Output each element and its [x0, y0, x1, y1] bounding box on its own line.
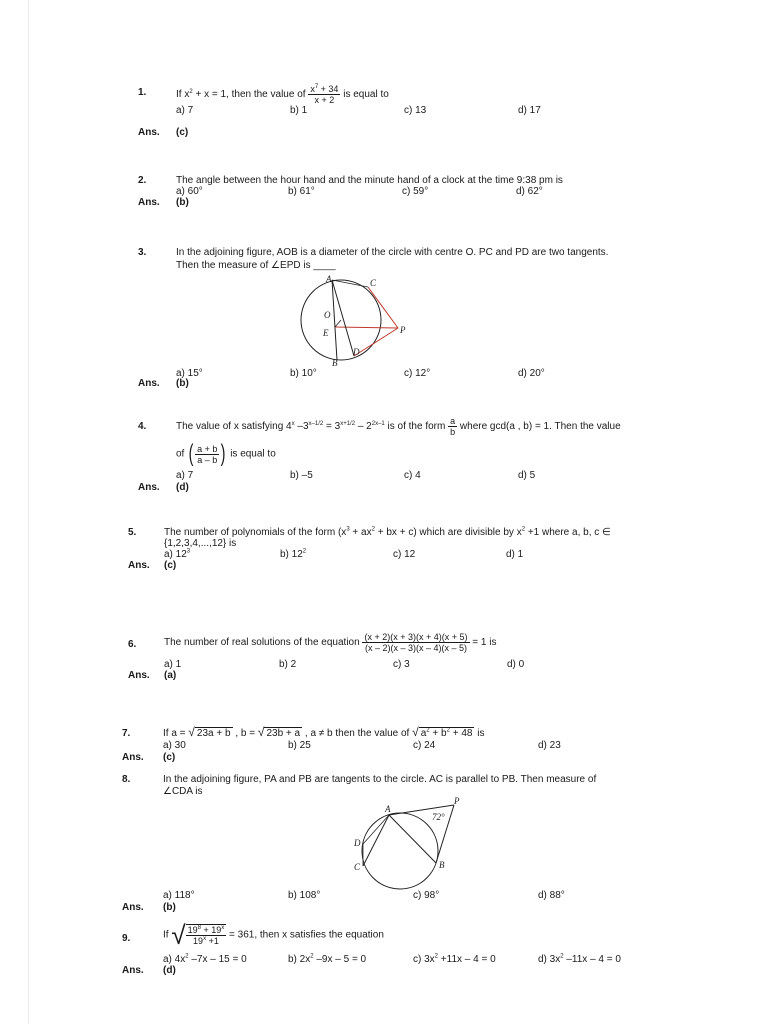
option-a: a) 30	[163, 740, 186, 751]
option-d: d) 62°	[516, 186, 543, 197]
answer-label: Ans.	[122, 965, 144, 976]
answer-label: Ans.	[138, 197, 160, 208]
question-text-line-1: In the adjoining figure, AOB is a diameter of the circle with centre O. PC and PD are two tangents.	[176, 247, 609, 258]
option-a: a) $12^3$	[164, 548, 191, 560]
option-b: b) 25	[288, 740, 311, 751]
page-edge	[28, 0, 29, 1024]
fraction: $\frac{a}{b}$	[450, 416, 456, 437]
figure-label-angle: 72°	[432, 812, 445, 822]
option-b: b) 1	[290, 105, 308, 116]
fraction: $\frac{(x + 2)(x + 3)(x + 4)(x + 5)}{(x - 2)(x - 3)(x - 4)(x - 5)}$	[364, 632, 468, 653]
option-d: d) 20°	[518, 368, 545, 379]
answer-label: Ans.	[138, 482, 160, 493]
option-a: a) 7	[176, 105, 194, 116]
option-c: c) 98°	[413, 890, 440, 901]
option-b: b) 61°	[288, 186, 315, 197]
option-b: b) 108°	[288, 890, 321, 901]
figure-label-a: A	[385, 804, 391, 814]
answer-value: (d)	[176, 482, 189, 493]
figure-label-b: B	[439, 860, 445, 870]
question-text: The number of real solutions of the equation $\frac{(x + 2)(x + 3)(x + 4)(x + 5)}{(x - 2)(x - 3)(x - 4)(x - 5)}$ = 1 is	[164, 632, 497, 653]
question-number: 1.	[138, 87, 147, 98]
option-d: d) 23	[538, 740, 561, 751]
option-b: b) –5	[290, 470, 313, 481]
option-d: d) 88°	[538, 890, 565, 901]
option-b: b) 10°	[290, 368, 317, 379]
question-number: 8.	[122, 774, 131, 785]
fraction: $\frac{19^8 + 19^x}{19^x +1}$	[187, 925, 225, 946]
answer-label: Ans.	[138, 127, 160, 138]
answer-value: (a)	[164, 670, 177, 681]
option-d: d) 1	[506, 549, 524, 560]
figure-label-d: D	[354, 838, 361, 848]
question-text-line-2: of ( $\frac{a + b}{a - b}$ ) is equal to	[176, 440, 276, 467]
figure-label-e: E	[323, 328, 329, 338]
question-text-line-2: ∠CDA is	[163, 786, 203, 797]
fraction: $\frac{x^7 + 34}{x + 2}$	[310, 84, 339, 105]
option-b: b) $2x^2$ –9x – 5 = 0	[288, 953, 367, 965]
figure-label-p: P	[400, 325, 406, 335]
question-number: 6.	[128, 639, 137, 650]
answer-label: Ans.	[122, 902, 144, 913]
question-text-line-1: In the adjoining figure, PA and PB are tangents to the circle. AC is parallel to PB. Then measure of	[163, 774, 597, 785]
answer-value: (c)	[164, 560, 177, 571]
question-number: 3.	[138, 247, 147, 258]
option-c: c) 12°	[404, 368, 431, 379]
option-c: c) $3x^2 +11x - 4 = 0$	[413, 953, 496, 965]
question-number: 4.	[138, 421, 147, 432]
option-c: c) 13	[404, 105, 427, 116]
option-a: a) 1	[164, 659, 182, 670]
option-b: b) 2	[279, 659, 297, 670]
fraction: $\frac{a + b}{a - b}$	[197, 443, 218, 465]
question-number: 9.	[122, 933, 131, 944]
option-c: c) 24	[413, 740, 436, 751]
question-text: If √ $\frac{19^8 + 19^x}{19^x +1}$ = 361, then x satisfies the equation	[163, 920, 384, 950]
answer-label: Ans.	[128, 670, 150, 681]
option-c: c) 12	[393, 549, 416, 560]
option-d: d) 17	[518, 105, 541, 116]
question-text: The angle between the hour hand and the minute hand of a clock at the time 9:38 pm is	[176, 175, 563, 186]
question-number: 2.	[138, 175, 147, 186]
question-text: If $x^2 + x = 1$, then the value of $\frac{x^7 + 34}{x + 2}$ is equal to	[176, 84, 389, 105]
figure-label-o: O	[324, 310, 331, 320]
answer-value: (d)	[163, 965, 176, 976]
figure-label-p: P	[454, 796, 460, 806]
question-text-line-1: The number of polynomials of the form ($x^3 + ax^2$ + bx + c) which are divisible by $x^2 +1$ where a, b, c ∈	[164, 526, 611, 538]
option-a: a) 7	[176, 470, 194, 481]
answer-value: (b)	[176, 197, 189, 208]
question-text: If a = √ 23a + b , b = √ 23b + a , a ≠ b then the value of √ $a^2 + b^2 + 48$ is	[163, 725, 485, 739]
answer-label: Ans.	[138, 378, 160, 389]
figure-label-c: C	[370, 278, 377, 288]
option-d: d) $3x^2$ –11x – 4 = 0	[538, 953, 621, 965]
figure-label-b: B	[332, 358, 338, 368]
option-a: a) 15°	[176, 368, 203, 379]
answer-value: (b)	[176, 378, 189, 389]
option-a: a) $4x^2$ –7x – 15 = 0	[163, 953, 247, 965]
option-c: c) 4	[404, 470, 421, 481]
answer-label: Ans.	[122, 752, 144, 763]
answer-value: (c)	[176, 127, 189, 138]
question-number: 5.	[128, 527, 137, 538]
question-text-line-2: {1,2,3,4,...,12} is	[164, 538, 237, 549]
circle-tangent-figure-q3	[286, 272, 416, 368]
question-text-line-2: Then the measure of ∠EPD is ____	[176, 260, 336, 271]
option-a: a) 60°	[176, 186, 203, 197]
answer-label: Ans.	[128, 560, 150, 571]
answer-value: (c)	[163, 752, 176, 763]
option-c: c) 59°	[402, 186, 429, 197]
option-b: b) $12^2$	[280, 548, 307, 560]
question-text-line-1: The value of x satisfying 4$^x$ $-3^{x-1/2} = 3^{x+1/2} - 2^{2x-1}$ is of the form $\frac{a}{b}$ where gcd(a , b) = 1. Then the value	[176, 416, 621, 437]
option-c: c) 3	[393, 659, 410, 670]
option-d: d) 5	[518, 470, 536, 481]
answer-value: (b)	[163, 902, 176, 913]
circle-tangent-figure-q8	[342, 796, 472, 890]
option-d: d) 0	[507, 659, 525, 670]
question-number: 7.	[122, 728, 131, 739]
figure-label-a: A	[326, 274, 332, 284]
figure-label-d: D	[353, 347, 360, 357]
option-a: a) 118°	[163, 890, 195, 901]
figure-label-c: C	[354, 862, 361, 872]
